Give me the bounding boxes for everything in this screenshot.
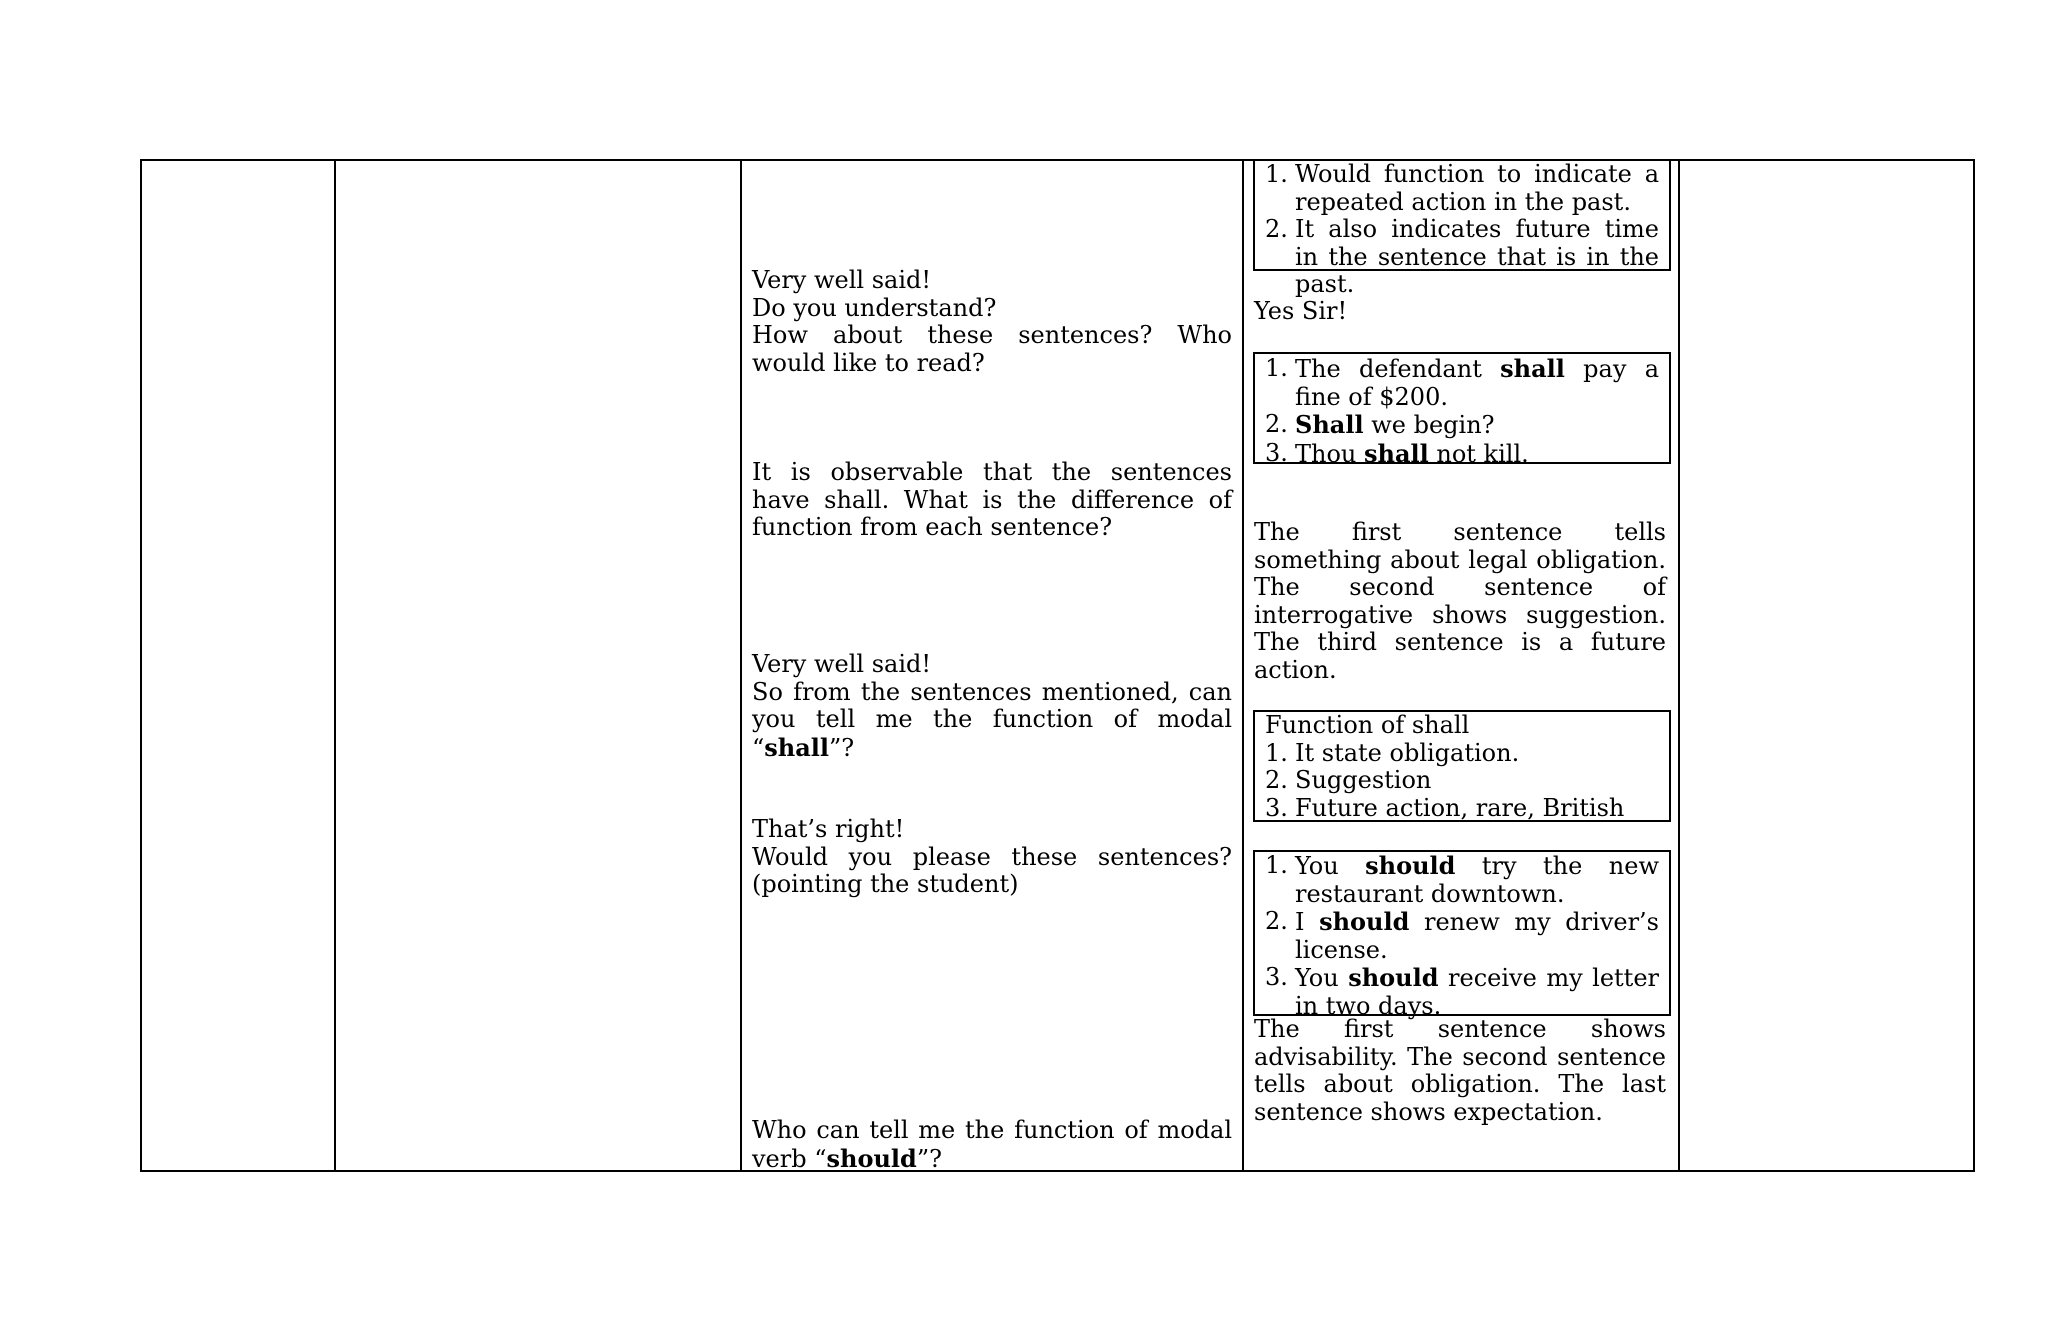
list-item: 2. Shall we begin? <box>1265 410 1495 439</box>
would-functions-box <box>1253 159 1671 298</box>
teacher-line: That’s right! <box>752 815 905 843</box>
teacher-line: Very well said! <box>752 266 932 294</box>
teacher-line: How about these sentences? Who would like to read? <box>752 321 1232 377</box>
list-item: 3. You should receive my letter in two days. <box>1265 963 1659 1020</box>
teacher-line: So from the sentences mentioned, can you tell me the function of modal “shall”? <box>752 677 1232 762</box>
teacher-prompt-block <box>752 816 1232 899</box>
list-item: 1. You should try the new restaurant downtown. <box>1265 851 1659 908</box>
teacher-prompt-block <box>752 1117 1232 1173</box>
student-answer: The first sentence tells something about legal obligation. The second sentence of interrogative shows suggestion. The third sentence is a future action. <box>1254 518 1666 684</box>
list-item: 2. Suggestion <box>1265 766 1432 794</box>
column-divider <box>334 159 336 1172</box>
column-divider <box>1678 159 1680 1172</box>
list-item: 2. I should renew my driver’s license. <box>1265 907 1659 964</box>
list-item: 3. Thou shall not kill. <box>1265 438 1529 468</box>
should-sentences-box <box>1253 850 1671 1020</box>
column-divider <box>1242 159 1244 1172</box>
list-item: 1. The defendant shall pay a fine of $200. <box>1265 354 1660 411</box>
list-item: 2. It also indicates future time in the sentence that is in the past. <box>1265 215 1659 298</box>
teacher-line: It is observable that the sentences have shall. What is the difference of function from each sentence? <box>752 458 1232 541</box>
teacher-prompt-block <box>752 459 1232 542</box>
student-answer: Yes Sir! <box>1254 297 1348 325</box>
list-item: 1. Would function to indicate a repeated action in the past. <box>1265 160 1659 216</box>
list-item: 1. It state obligation. <box>1265 738 1520 767</box>
box-title: Function of shall <box>1265 711 1470 739</box>
teacher-prompt-block <box>752 267 1232 377</box>
column-divider <box>740 159 742 1172</box>
teacher-line: Very well said! <box>752 650 932 678</box>
shall-functions-box <box>1253 710 1671 822</box>
shall-sentences-box <box>1253 352 1671 468</box>
student-answer: The first sentence shows advisability. The second sentence tells about obligation. The last sentence shows expectation. <box>1254 1015 1666 1126</box>
teacher-line: Who can tell me the function of modal verb “should”? <box>752 1116 1232 1173</box>
teacher-prompt-block <box>752 651 1232 762</box>
list-item: 3. Future action, rare, British <box>1265 793 1625 822</box>
teacher-line: Would you please these sentences? (pointing the student) <box>752 842 1232 898</box>
teacher-line: Do you understand? <box>752 293 997 322</box>
